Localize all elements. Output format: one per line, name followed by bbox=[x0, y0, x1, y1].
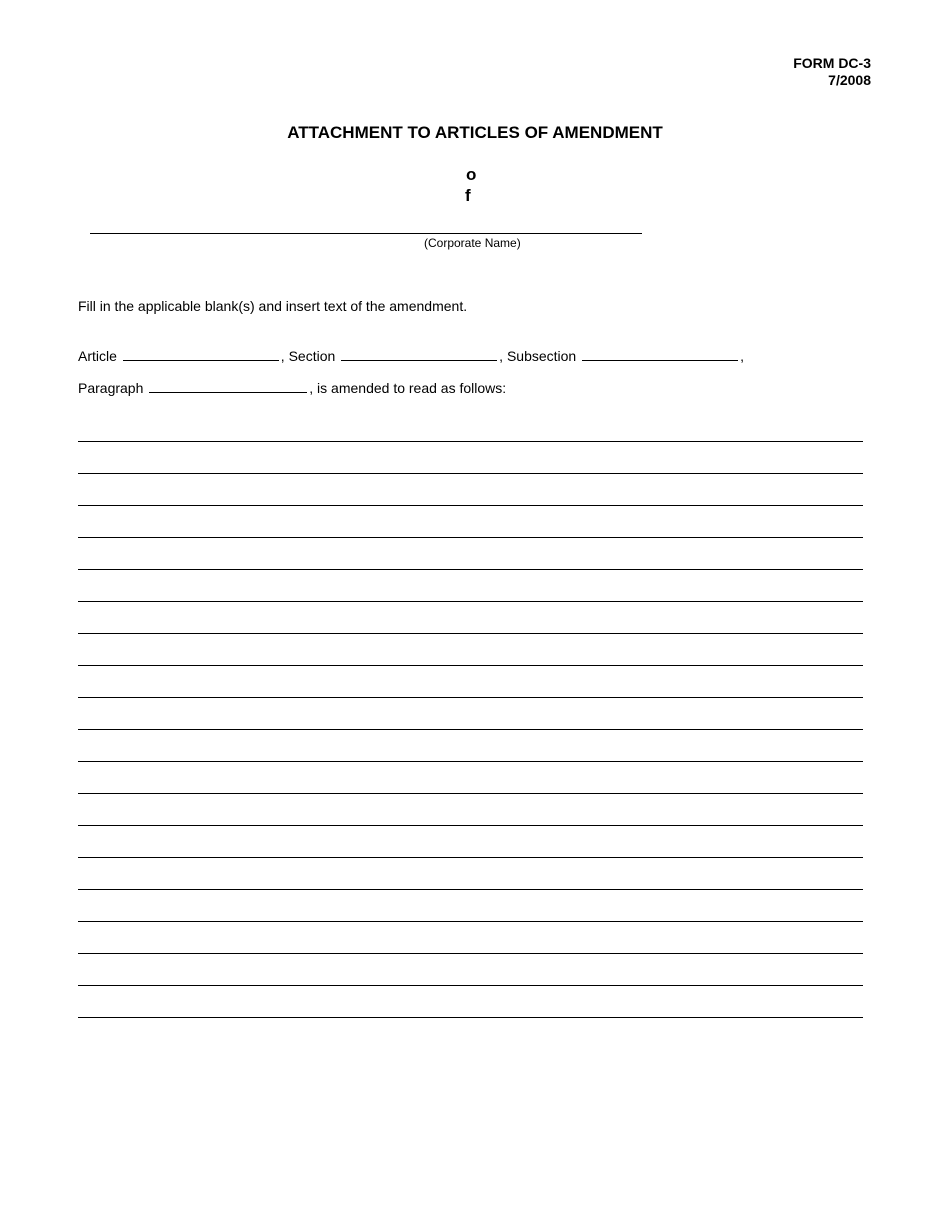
paragraph-suffix: , is amended to read as follows: bbox=[309, 380, 507, 396]
amendment-text-line[interactable] bbox=[78, 921, 863, 953]
paragraph-field[interactable] bbox=[149, 378, 307, 393]
subsection-field[interactable] bbox=[582, 346, 738, 361]
amendment-text-line[interactable] bbox=[78, 729, 863, 761]
form-date: 7/2008 bbox=[828, 72, 871, 88]
amendment-text-line[interactable] bbox=[78, 889, 863, 921]
amendment-text-line[interactable] bbox=[78, 665, 863, 697]
corporate-name-field[interactable] bbox=[90, 233, 642, 234]
amendment-text-line[interactable] bbox=[78, 569, 863, 601]
instruction-text: Fill in the applicable blank(s) and insert text of the amendment. bbox=[78, 298, 468, 314]
paragraph-row bbox=[78, 378, 506, 396]
paragraph-label: Paragraph bbox=[78, 380, 144, 396]
page-title: ATTACHMENT TO ARTICLES OF AMENDMENT bbox=[287, 123, 663, 142]
amendment-text-line[interactable] bbox=[78, 505, 863, 537]
amendment-text-line[interactable] bbox=[78, 601, 863, 633]
amendment-text-line[interactable] bbox=[78, 953, 863, 985]
amendment-text-line[interactable] bbox=[78, 441, 863, 473]
amendment-text-line[interactable] bbox=[78, 473, 863, 505]
amendment-text-line[interactable] bbox=[78, 761, 863, 793]
amendment-text-line[interactable] bbox=[78, 1017, 863, 1049]
section-label: , Section bbox=[280, 348, 336, 364]
form-number: FORM DC-3 bbox=[793, 55, 871, 71]
article-field[interactable] bbox=[123, 346, 279, 361]
amendment-text-line[interactable] bbox=[78, 793, 863, 825]
of-letter-f: f bbox=[465, 186, 471, 205]
amendment-text-area bbox=[78, 441, 863, 1049]
of-letter-o: o bbox=[466, 165, 477, 184]
amendment-text-line[interactable] bbox=[78, 633, 863, 665]
section-field[interactable] bbox=[341, 346, 497, 361]
amendment-text-line[interactable] bbox=[78, 697, 863, 729]
form-identifier bbox=[793, 55, 871, 89]
amendment-text-line[interactable] bbox=[78, 985, 863, 1017]
article-label: Article bbox=[78, 348, 117, 364]
amendment-text-line[interactable] bbox=[78, 857, 863, 889]
corporate-name-caption: (Corporate Name) bbox=[424, 236, 521, 250]
amendment-text-line[interactable] bbox=[78, 537, 863, 569]
amendment-text-line[interactable] bbox=[78, 825, 863, 857]
article-section-row bbox=[78, 346, 744, 364]
subsection-label: , Subsection bbox=[499, 348, 577, 364]
subsection-suffix: , bbox=[740, 348, 745, 364]
